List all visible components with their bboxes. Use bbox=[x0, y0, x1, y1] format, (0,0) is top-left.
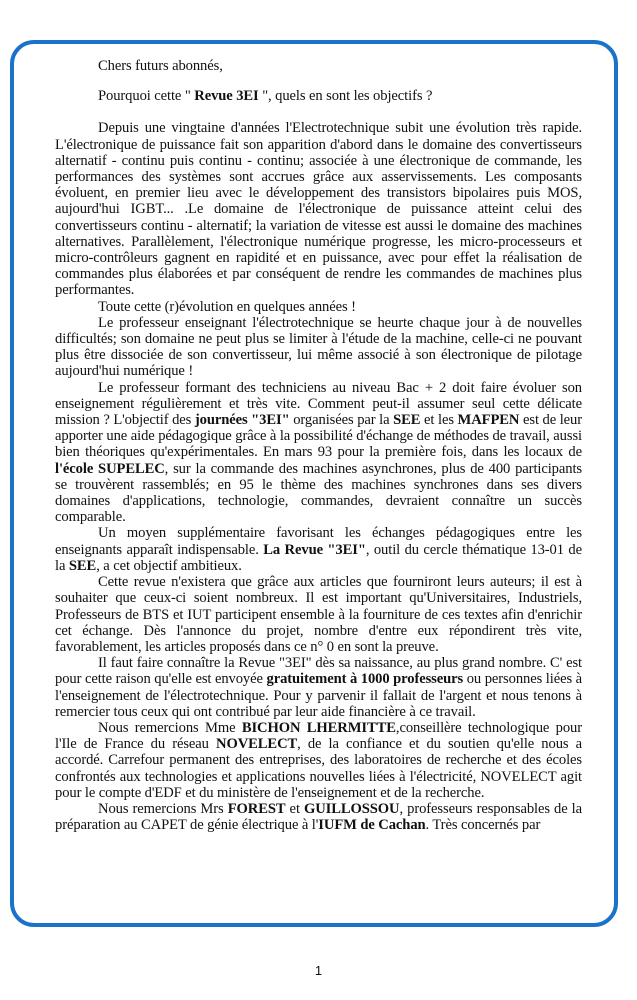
paragraph-text: Le professeur enseignant l'électrotechnique se heurte chaque jour à de nouvelles difficultés; son domaine ne peut plus se limiter à l'étude de la machine, celle-ci ne pouvant plus être dissociée de son convertisseur, lui même associé à son électronique de pilotage aujourd'hui numérique ! bbox=[55, 314, 582, 380]
paragraph-text: , de la confiance et du soutien qu'elle nous a accordé. Carrefour permanent des entreprises, des laboratoires de recherche et des écoles confrontés aux technologies et applications nouvelles liées à l'électricité, NOVELECT agit pour le compte d'EDF et du ministère de l'enseignement et de la recherche. bbox=[55, 736, 582, 801]
see-name: SEE bbox=[68, 557, 97, 574]
question-text-start: Pourquoi cette " bbox=[98, 88, 195, 105]
paragraph-professeur bbox=[55, 315, 582, 380]
journees-3ei: journées "3EI" bbox=[194, 412, 290, 429]
forest-name: FOREST bbox=[227, 800, 286, 817]
paragraph-text: Nous remercions Mme bbox=[98, 719, 242, 736]
question-text-end: ", quels en sont les objectifs ? bbox=[258, 88, 433, 105]
mafpen-name: MAFPEN bbox=[457, 412, 520, 429]
paragraph-evolution bbox=[55, 120, 582, 298]
letter-body bbox=[55, 58, 582, 833]
paragraph-text: Le professeur formant des techniciens au niveau Bac + 2 doit faire évoluer son enseignement régulièrement et très vite. Comment peut-il assumer seul cette délicate mission ? L'objectif des bbox=[55, 379, 582, 429]
paragraph-remerciements-novelect bbox=[55, 720, 582, 801]
paragraph-text: Un moyen supplémentaire favorisant les échanges pédagogiques entre les enseignants apparaît indispensable. bbox=[55, 525, 582, 558]
page-number: 1 bbox=[314, 963, 323, 978]
intro-question bbox=[55, 88, 582, 104]
paragraph-text: organisées par la bbox=[289, 412, 394, 429]
paragraph-moyen bbox=[55, 525, 582, 574]
paragraph-text: et les bbox=[420, 412, 458, 429]
paragraph-text: Il faut faire connaître la Revue "3EI" dès sa naissance, au plus grand nombre. C' est pour cette raison qu'elle est envoyée bbox=[55, 655, 582, 688]
paragraph-text: . Très concernés par bbox=[425, 817, 541, 834]
paragraph-text: Depuis une vingtaine d'années l'Electrotechnique subit une évolution très rapide. L'électronique de puissance fait son apparition d'abord dans le domaine des convertisseurs alternatif - continu puis continu - continu; associée à une électronique de commande, les performances des systèmes sont accrues grâce aux asservissements. Les composants évoluent, en premier lieu avec le développement des transistors bipolaires puis MOS, aujourd'hui IGBT... .Le domaine de l'électronique de puissance atteint celui des convertisseurs continu - alternatif; la variation de vitesse est aussi le domaine des machines alternatives. Parallèlement, l'électronique numérique progresse, les micro-processeurs et micro-contrôleurs gagnent en rapidité et en puissance, avec pour effet la réalisation de commandes plus élaborées et par conséquent de rendre les commandes de machines plus performantes. bbox=[55, 120, 582, 299]
gratuitement-highlight: gratuitement à 1000 professeurs bbox=[266, 671, 464, 688]
paragraph-text: , a cet objectif ambitieux. bbox=[96, 557, 242, 574]
paragraph-text: , outil du cercle thématique 13-01 de la bbox=[55, 541, 582, 574]
novelect-name: NOVELECT bbox=[216, 736, 298, 753]
paragraph-text: ,conseillère technologique pour l'Ile de France du réseau bbox=[55, 719, 582, 753]
iufm-cachan-name: IUFM de Cachan bbox=[318, 817, 426, 834]
paragraph-text: est de leur apporter une aide pédagogique grâce à la possibilité d'échange de méthodes de travail, aussi bien théoriques qu'expérimentales. En mars 93 pour la première fois, dans les locaux de bbox=[55, 412, 583, 461]
paragraph-text: et bbox=[285, 800, 304, 817]
salutation: Chers futurs abonnés, bbox=[98, 58, 223, 74]
see-name: SEE bbox=[393, 412, 421, 429]
supelec-name: l'école SUPELEC bbox=[55, 460, 165, 477]
revue-title: Revue 3EI bbox=[194, 88, 259, 105]
paragraph-text: , sur la commande des machines asynchrones, plus de 400 participants se trouvèrent rassemblés; en 95 le thème des machines synchrones dans ses divers domaines d'applications, technologie, commandes, devraient connaître un succès comparable. bbox=[55, 460, 582, 526]
guillossou-name: GUILLOSSOU bbox=[303, 800, 400, 817]
paragraph-text: Cette revue n'existera que grâce aux articles que fourniront leurs auteurs; il est à souhaiter que ceux-ci soient nombreux. Il est important qu'Universitaires, Industriels, Professeurs de BTS et IUT participent ensemble à la fourniture de ces textes afin d'enrichir cet échange. Dès l'annonce du projet, nombre d'entre eux répondirent très vite, favorablement, les articles proposés dans ce n° 0 en sont la preuve. bbox=[55, 574, 582, 655]
paragraph-remerciements-iufm bbox=[55, 801, 582, 833]
paragraph-revolution bbox=[55, 299, 582, 315]
paragraph-text: , professeurs responsables de la préparation au CAPET de génie électrique à l' bbox=[55, 800, 582, 834]
paragraph-articles bbox=[55, 574, 582, 655]
bichon-lhermitte-name: BICHON LHERMITTE bbox=[241, 719, 396, 736]
paragraph-text: Nous remercions Mrs bbox=[98, 800, 228, 817]
paragraph-journees bbox=[55, 380, 582, 526]
paragraph-text: Toute cette (r)évolution en quelques années ! bbox=[98, 298, 356, 315]
paragraph-diffusion bbox=[55, 655, 582, 720]
revue-3ei-name: La Revue "3EI" bbox=[263, 541, 366, 558]
paragraph-text: ou personnes liées à l'enseignement de l'électrotechnique. Pour y parvenir il fallait de l'argent et nous tenons à remercier tous ceux qui ont contribué par leur aide financière à ce travail. bbox=[55, 671, 583, 720]
